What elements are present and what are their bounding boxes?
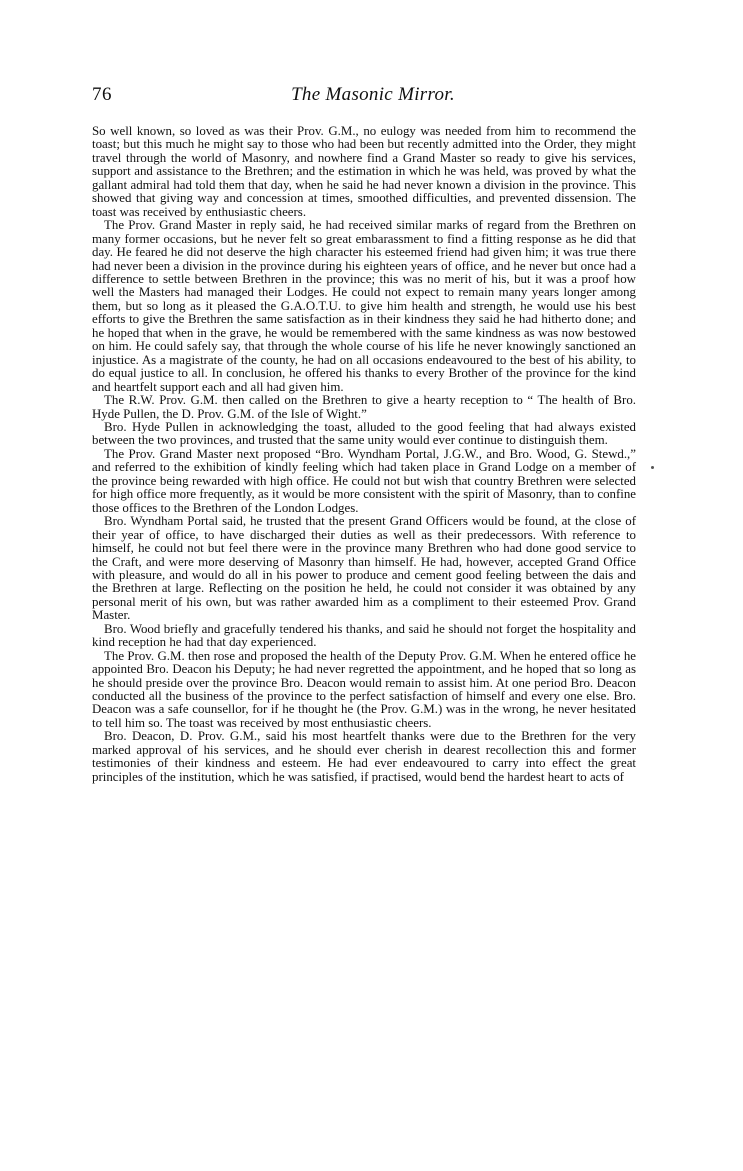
paragraph: So well known, so loved as was their Prov. G.M., no eulogy was needed from him to recommend the toast; but this much he might say to those who had been but recently admitted into the Order, they might travel through the world of Masonry, and nowhere find a Grand Master so ready to give his services, support and assistance to the Brethren; and the estimation in which he was held, was proved by what the gallant admiral had told them that day, when he said he had never known a division in the province. This showed that giving way and concession at times, smoothed difficulties, and prevented dissension. The toast was received by enthusiastic cheers. xyxy=(92,124,636,219)
paragraph: The Prov. Grand Master next proposed “Bro. Wyndham Portal, J.G.W., and Bro. Wood, G. Stewd.,” and referred to the exhibition of kindly feeling which had taken place in Grand Lodge on a member of the province being rewarded with high office. He could not but wish that country Brethren were selected for high office more frequently, as it would be more consistent with the spirit of Masonry, than to confine those offices to the Brethren of the London Lodges. xyxy=(92,446,636,515)
paragraph: Bro. Wyndham Portal said, he trusted that the present Grand Officers would be found, at the close of their year of office, to have discharged their duties as well as their predecessors. With reference to himself, he could not but feel there were in the province many Brethren who had done good service to the Craft, and were more deserving of Masonry than himself. He had, however, accepted Grand Office with pleasure, and would do all in his power to produce and cement good feeling between the dais and the Brethren at large. Reflecting on the position he held, he could not consider it was obtained by any personal merit of his own, but was rather awarded him as a compliment to their esteemed Prov. Grand Master. xyxy=(92,514,636,623)
margin-ink-dot xyxy=(651,466,654,469)
paragraph: Bro. Wood briefly and gracefully tendered his thanks, and said he should not forget the hospitality and kind reception he had that day experienced. xyxy=(92,621,636,650)
paragraph: The R.W. Prov. G.M. then called on the Brethren to give a hearty reception to “ The health of Bro. Hyde Pullen, the D. Prov. G.M. of the Isle of Wight.” xyxy=(92,393,636,421)
paragraph: The Prov. G.M. then rose and proposed the health of the Deputy Prov. G.M. When he entered office he appointed Bro. Deacon his Deputy; he had never regretted the appointment, and he hoped that so long as he should preside over the province Bro. Deacon would remain to assist him. At one period Bro. Deacon conducted all the business of the province to the perfect satisfaction of himself and every one else. Bro. Deacon was a safe counsellor, for if he thought he (the Prov. G.M.) was in the wrong, he never hesitated to tell him so. The toast was received by most enthusiastic cheers. xyxy=(92,648,636,730)
running-title: The Masonic Mirror. xyxy=(291,84,455,105)
page-header xyxy=(92,84,636,112)
paragraph: Bro. Deacon, D. Prov. G.M., said his most heartfelt thanks were due to the Brethren for the very marked approval of his services, and he should ever cherish in dearest recollection this and former testimonies of their kindness and esteem. He had ever endeavoured to carry into effect the great principles of the institution, which he was satisfied, if practised, would bend the hardest heart to acts of xyxy=(92,729,636,784)
paragraph: Bro. Hyde Pullen in acknowledging the toast, alluded to the good feeling that had always existed between the two provinces, and trusted that the same unity would ever continue to distinguish them. xyxy=(92,419,636,448)
article-body xyxy=(92,125,636,784)
page-number: 76 xyxy=(92,84,112,105)
paragraph: The Prov. Grand Master in reply said, he had received similar marks of regard from the Brethren on many former occasions, but he never felt so great embarassment to find a fitting response as he did that day. He feared he did not deserve the high character his esteemed friend had given him; it was true there had never been a division in the province during his eighteen years of office, and he never but once had a difference to settle between Brethren in the province; this was no merit of his, but it was a proof how well the Masters had managed their Lodges. He could not expect to remain many years longer among them, but so long as it pleased the G.A.O.T.U. to give him health and strength, he would use his best efforts to give the Brethren the same satisfaction as in their kindness they said he had hitherto done; and he hoped that when in the grave, he would be remembered with the same kindness as was now bestowed on him. He could safely say, that through the whole course of his life he never knowingly sanctioned an injustice. As a magistrate of the county, he had on all occasions endeavoured to the best of his ability, to do equal justice to all. In conclusion, he offered his thanks to every Brother of the province for the kind and heartfelt support each and all had given him. xyxy=(92,218,636,394)
